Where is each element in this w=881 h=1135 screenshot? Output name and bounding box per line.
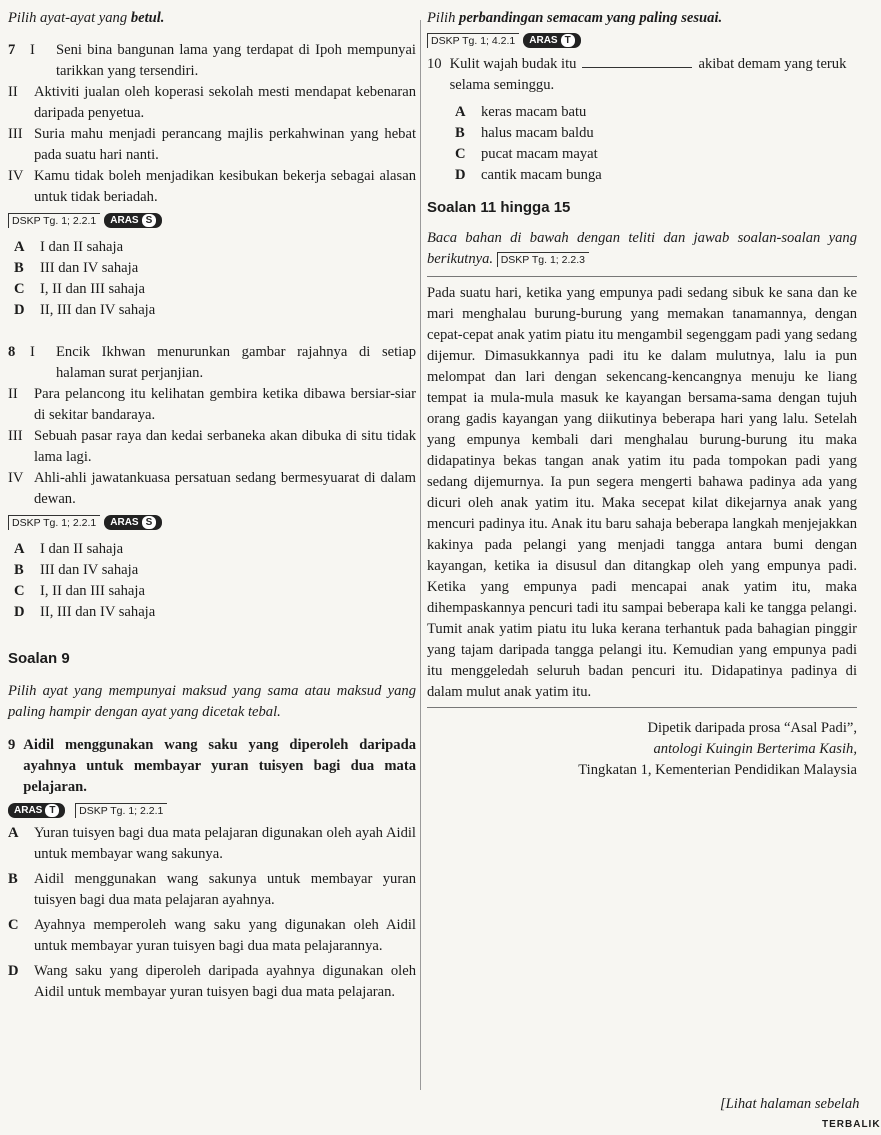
option-d[interactable]: D Wang saku yang diperoleh daripada ayahnya digunakan oleh Aidil untuk membayar yuran tuisyen bagi dua mata pelajaran. <box>8 963 416 1000</box>
dskp-tag: DSKP Tg. 1; 2.2.3 <box>497 252 589 267</box>
skill-tags <box>8 512 416 533</box>
option-c[interactable]: C Ayahnya memperoleh wang saku yang digunakan oleh Aidil untuk membayar yuran tuisyen bagi dua mata pelajarannya. <box>8 917 416 954</box>
aras-badge: ARAS T <box>523 33 580 48</box>
passage-source: Dipetik daripada prosa “Asal Padi”, antologi Kuingin Berterima Kasih, Tingkatan 1, Kementerian Pendidikan Malaysia <box>578 720 857 778</box>
statement-item: II Aktiviti jualan oleh koperasi sekolah mesti mendapat kebenaran daripada penyetua. <box>8 84 416 121</box>
column-divider <box>420 20 421 1090</box>
option-b[interactable]: B III dan IV sahaja <box>14 562 139 578</box>
option-c[interactable]: C pucat macam mayat <box>455 146 598 162</box>
answer-options <box>8 823 416 1003</box>
skill-tags <box>8 210 416 231</box>
aras-badge: ARAS S <box>104 515 162 530</box>
option-b[interactable]: B Aidil menggunakan wang sakunya untuk membayar yuran tuisyen bagi dua mata pelajaran ayahnya. <box>8 871 416 908</box>
option-b[interactable]: B halus macam baldu <box>455 125 594 141</box>
page-turn-note-tail: TERBALIK <box>822 1119 881 1130</box>
statement-item: I Seni bina bangunan lama yang terdapat di Ipoh mempunyai tarikkan yang tersendiri. <box>30 42 416 79</box>
option-d[interactable]: D II, III dan IV sahaja <box>14 302 156 318</box>
answer-options <box>14 237 416 321</box>
section-soalan-9 <box>8 648 416 1003</box>
option-a[interactable]: A I dan II sahaja <box>14 239 124 255</box>
option-a[interactable]: A Yuran tuisyen bagi dua mata pelajaran digunakan oleh ayah Aidil untuk membayar wang sakunya. <box>8 825 416 862</box>
q10-tags <box>427 30 857 51</box>
question-number: 7 <box>8 42 16 58</box>
statement-item: II Para pelancong itu kelihatan gembira ketika dibawa bersiar-siar di sekitar bandaraya. <box>8 386 416 423</box>
question-10: 10 Kulit wajah budak itu akibat demam yang teruk selama seminggu. A keras macam batu B halus macam baldu C pucat macam mayat D cantik macam bunga <box>427 54 847 186</box>
option-b[interactable]: B III dan IV sahaja <box>14 260 139 276</box>
dskp-tag: DSKP Tg. 1; 2.2.1 <box>75 803 167 818</box>
section-instruction: Baca bahan di bawah dengan teliti dan jawab soalan-soalan yang berikutnya. DSKP Tg. 1; 2.2.3 <box>427 230 857 267</box>
dskp-tag: DSKP Tg. 1; 2.2.1 <box>8 213 100 228</box>
option-d[interactable]: D II, III dan IV sahaja <box>14 604 156 620</box>
skill-tags <box>8 800 416 821</box>
aras-badge: ARAS T <box>8 803 65 818</box>
section-soalan-11-15 <box>427 197 857 781</box>
answer-blank <box>582 67 692 68</box>
reading-passage <box>427 276 857 708</box>
question-stem: Aidil menggunakan wang saku yang diperoleh daripada ayahnya untuk membayar yuran tuisyen bagi dua mata pelajaran. <box>23 737 416 795</box>
dskp-tag: DSKP Tg. 1; 4.2.1 <box>427 33 519 48</box>
option-c[interactable]: C I, II dan III sahaja <box>14 281 145 297</box>
question-8 <box>8 342 416 623</box>
instruction-right: Pilih perbandingan semacam yang paling sesuai. <box>427 10 723 26</box>
answer-options <box>455 102 847 186</box>
option-d[interactable]: D cantik macam bunga <box>455 167 602 183</box>
section-instruction: Pilih ayat yang mempunyai maksud yang sama atau maksud yang paling hampir dengan ayat yang dicetak tebal. <box>8 683 416 720</box>
section-heading: Soalan 9 <box>8 650 70 667</box>
passage-text: Pada suatu hari, ketika yang empunya padi sedang sibuk ke sana dan ke mari menghalau burung-burung yang memakan tanamannya, dengan cepat-cepat anak yatim piatu itu mengambil segenggam padi yang sedang dijemur. Dimasukkannya padi itu ke dalam mulutnya, lalu ia pun melompat dan lari dengan sekencang-kencangnya menuju ke liang tempat ia mula-mula masuk ke kayangan bersama-sama dengan tujuh orang gadis kayangan yang diikutinya beberapa hari yang lalu. Setelah yang empunya kembali dari menghalau burung-burung itu maka didapatinya bekas tangan anak yatim itu pada tompokan padi yang sedang dijemurnya. Ia pun segera mengerti bahawa padinya ada yang dicuri oleh anak yatim itu. Maka secepat kilat dikejarnya anak yang mencuri padinya itu. Anak itu baru sahaja beberapa langkah menjejakkan kakinya pada pelangi yang menjadi tangga antara bumi dengan kayangan, ketika ia disusul dan ditangkap oleh yang empunya padi. Ketika yang empunya padi mencapai anak yatim itu, maka dihempaskannya pencuri tadi itu sampai beberapa kali ke tangga pelangi. Tumit anak yatim piatu itu luka kerana terhantuk pada bahagian pinggir yang tajam daripada tangga pelangi itu. Kemudian yang empunya padi itu menggeledah seluruh badan pencuri itu. Didapatinya padinya di dalam mulut anak yatim itu. <box>427 285 857 700</box>
instruction-left: Pilih ayat-ayat yang betul. <box>8 10 165 26</box>
question-number: 8 <box>8 344 16 360</box>
answer-options <box>14 539 416 623</box>
option-c[interactable]: C I, II dan III sahaja <box>14 583 145 599</box>
question-7 <box>8 40 416 321</box>
statement-item: IV Kamu tidak boleh menjadikan kesibukan bekerja sebagai alasan untuk tidak beriadah. <box>8 168 416 205</box>
statement-item: IV Ahli-ahli jawatankuasa persatuan sedang bermesyuarat di dalam dewan. <box>8 470 416 507</box>
statement-item: III Suria mahu menjadi perancang majlis perkahwinan yang hebat pada suatu hari nanti. <box>8 126 416 163</box>
aras-badge: ARAS S <box>104 213 162 228</box>
question-9: 9 Aidil menggunakan wang saku yang diperoleh daripada ayahnya untuk membayar yuran tuisyen bagi dua mata pelajaran. <box>8 735 416 798</box>
dskp-tag: DSKP Tg. 1; 2.2.1 <box>8 515 100 530</box>
statement-item: I Encik Ikhwan menurunkan gambar rajahnya di setiap halaman surat perjanjian. <box>30 344 416 381</box>
section-heading: Soalan 11 hingga 15 <box>427 199 571 216</box>
option-a[interactable]: A I dan II sahaja <box>14 541 124 557</box>
question-number: 10 <box>427 56 442 72</box>
page-turn-note: [Lihat halaman sebelah <box>720 1096 860 1112</box>
option-a[interactable]: A keras macam batu <box>455 104 587 120</box>
statement-item: III Sebuah pasar raya dan kedai serbaneka akan dibuka di situ tidak lama lagi. <box>8 428 416 465</box>
